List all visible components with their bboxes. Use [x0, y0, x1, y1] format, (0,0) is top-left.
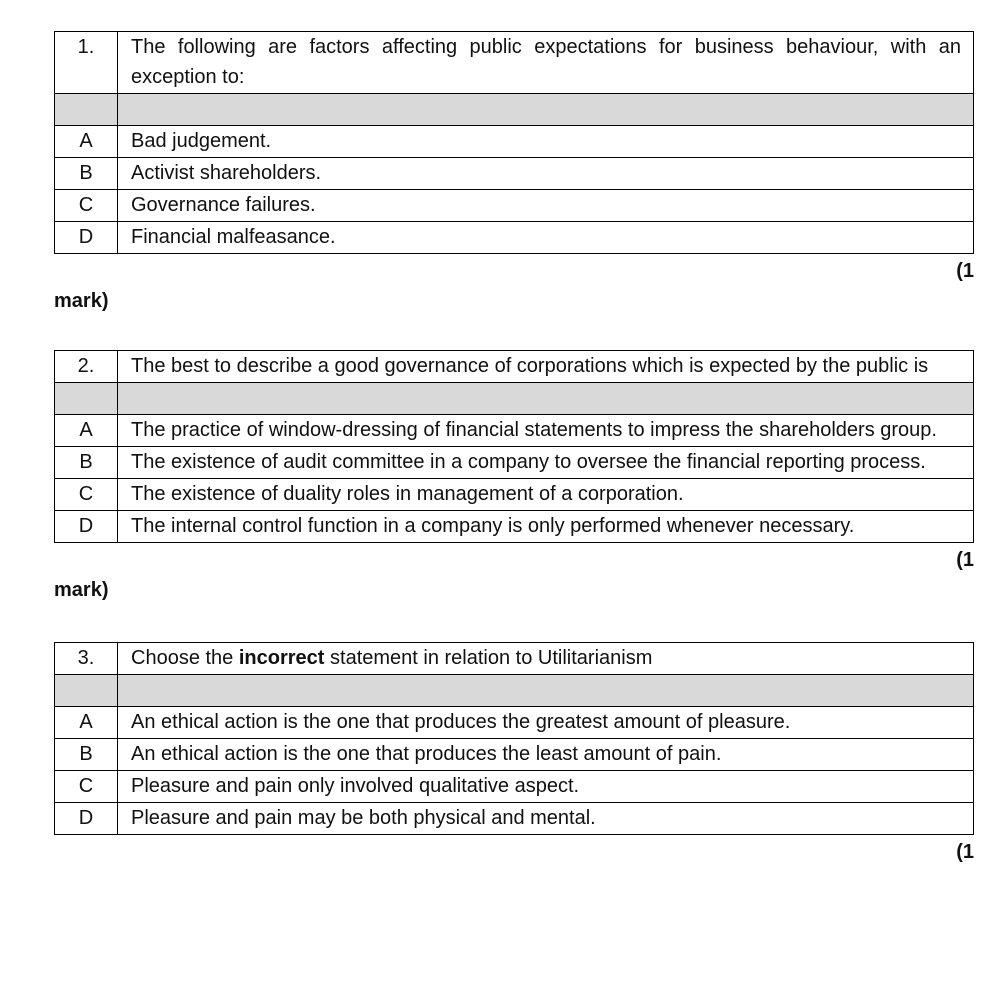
option-letter: C — [55, 479, 118, 511]
question-stem — [118, 643, 974, 675]
spacer — [54, 316, 974, 350]
mark-allocation-open: (1 — [956, 841, 974, 863]
question-number: 1. — [55, 32, 118, 94]
mark-allocation-open: (1 — [956, 260, 974, 282]
option-text: The existence of duality roles in management of a corporation. — [118, 479, 974, 511]
option-letter: B — [55, 158, 118, 190]
option-letter: C — [55, 190, 118, 222]
option-row-a — [55, 415, 974, 447]
mark-allocation-close: mark) — [54, 290, 109, 312]
stem-text-before: Choose the — [131, 647, 239, 669]
option-row-b — [55, 739, 974, 771]
answer-blank-cell — [55, 383, 118, 415]
option-row-d — [55, 222, 974, 254]
option-letter: C — [55, 771, 118, 803]
option-text: An ethical action is the one that produces the least amount of pain. — [118, 739, 974, 771]
exam-page — [54, 31, 974, 867]
option-row-b — [55, 447, 974, 479]
option-letter: D — [55, 803, 118, 835]
option-letter: D — [55, 511, 118, 543]
answer-blank-cell — [55, 94, 118, 126]
option-text: An ethical action is the one that produces the greatest amount of pleasure. — [118, 707, 974, 739]
option-text: The internal control function in a company is only performed whenever necessary. — [118, 511, 974, 543]
option-letter: A — [55, 415, 118, 447]
option-row-c — [55, 479, 974, 511]
option-row-c — [55, 190, 974, 222]
option-letter: D — [55, 222, 118, 254]
option-letter: B — [55, 447, 118, 479]
question-number: 2. — [55, 351, 118, 383]
mark-allocation-close: mark) — [54, 579, 109, 601]
option-text: The existence of audit committee in a company to oversee the financial reporting process. — [118, 447, 974, 479]
answer-blank-cell — [118, 675, 974, 707]
question-stem-row — [55, 32, 974, 94]
option-text: Governance failures. — [118, 190, 974, 222]
option-row-a — [55, 126, 974, 158]
question-number: 3. — [55, 643, 118, 675]
question-1-table — [54, 31, 974, 254]
option-text: Pleasure and pain may be both physical and mental. — [118, 803, 974, 835]
spacer — [54, 605, 974, 642]
question-3-table — [54, 642, 974, 835]
option-letter: A — [55, 707, 118, 739]
question-stem: The best to describe a good governance of corporations which is expected by the public is — [118, 351, 974, 383]
stem-text-after: statement in relation to Utilitarianism — [324, 647, 653, 669]
question-stem: The following are factors affecting public expectations for business behaviour, with an exception to: — [118, 32, 974, 94]
answer-blank-cell — [118, 94, 974, 126]
option-text: The practice of window-dressing of financial statements to impress the shareholders group. — [118, 415, 974, 447]
option-letter: B — [55, 739, 118, 771]
option-row-a — [55, 707, 974, 739]
option-text: Activist shareholders. — [118, 158, 974, 190]
answer-blank-cell — [118, 383, 974, 415]
question-stem-row — [55, 643, 974, 675]
answer-blank-row — [55, 94, 974, 126]
question-2-table — [54, 350, 974, 543]
answer-blank-cell — [55, 675, 118, 707]
option-letter: A — [55, 126, 118, 158]
option-text: Bad judgement. — [118, 126, 974, 158]
option-row-c — [55, 771, 974, 803]
stem-emphasis: incorrect — [238, 647, 325, 669]
answer-blank-row — [55, 675, 974, 707]
option-row-d — [55, 511, 974, 543]
option-row-b — [55, 158, 974, 190]
answer-blank-row — [55, 383, 974, 415]
mark-allocation-open: (1 — [956, 549, 974, 571]
option-row-d — [55, 803, 974, 835]
option-text: Pleasure and pain only involved qualitative aspect. — [118, 771, 974, 803]
question-stem-row — [55, 351, 974, 383]
option-text: Financial malfeasance. — [118, 222, 974, 254]
